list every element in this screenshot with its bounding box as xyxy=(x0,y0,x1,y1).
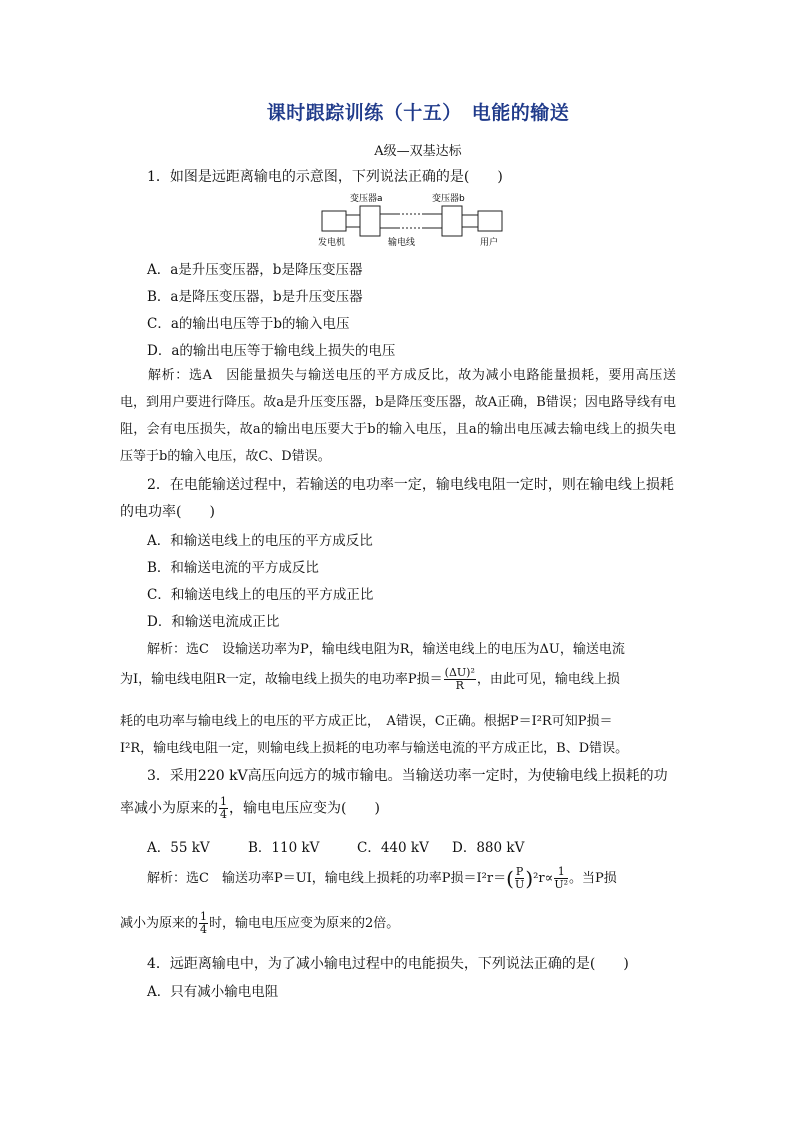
label-transformer-b: 变压器b xyxy=(432,194,465,204)
q1-analysis: 解析：选A 因能量损失与输送电压的平方成反比，故为减小电路能量损耗，要用高压送电，到用户要进行降压。故a是升压变压器，b是降压变压器，故A正确，B错误；因电路导线有电阻，会有电压损失，故a的输出电压要大于b的输入电压，且a的输出电压减去输电线上的损失电压等于b的输入电压，故C、D错误。 xyxy=(120,368,676,464)
page-title: 课时跟踪训练（十五） 电能的输送 xyxy=(266,102,570,124)
generator-box xyxy=(322,211,346,231)
fraction-power-loss: $\frac{\text{(ΔU)²}}{R}$ xyxy=(444,666,475,692)
q1-option-d: D．a的输出电压等于输电线上损失的电压 xyxy=(147,343,396,359)
q2-option-b: B．和输送电流的平方成反比 xyxy=(147,560,319,576)
label-user: 用户 xyxy=(480,238,499,248)
q1-option-c: C．a的输出电压等于b的输入电压 xyxy=(147,316,350,332)
question-1-stem: 1．如图是远距离输电的示意图，下列说法正确的是( ) xyxy=(147,169,503,185)
q3-option-a: A．55 kV xyxy=(147,840,210,856)
transformer-a-box xyxy=(360,206,380,236)
label-line: 输电线 xyxy=(388,238,416,248)
label-transformer-a: 变压器a xyxy=(350,194,383,204)
question-2-stem-line2: 的电功率( ) xyxy=(120,504,215,520)
question-3-stem-line2: 率减小为原来的 $\frac{1}{4}$ ，输电电压应变为( ) xyxy=(120,795,380,821)
label-generator: 发电机 xyxy=(318,238,346,248)
transformer-b-box xyxy=(442,206,462,236)
q2-analysis-line1: 解析：选C 设输送功率为P，输电线电阻为R，输送电线上的电压为ΔU，输送电流 xyxy=(147,642,625,657)
q3-option-d: D．880 kV xyxy=(452,840,525,856)
q3-option-b: B．110 kV xyxy=(248,840,320,856)
question-4-stem: 4．远距离输电中，为了减小输电过程中的电能损失，下列说法正确的是( ) xyxy=(147,956,629,972)
q2-option-a: A．和输送电线上的电压的平方成反比 xyxy=(147,533,373,549)
q2-analysis-line4: I²R，输电线电阻一定，则输电线上损耗的电功率与输送电流的平方成正比，B、D错误。 xyxy=(120,741,629,756)
question-2-stem-line1: 2．在电能输送过程中，若输送的电功率一定，输电线电阻一定时，则在输电线上损耗 xyxy=(147,477,674,493)
fraction-one-quarter: $\frac{1}{4}$ xyxy=(220,795,227,821)
q3-option-c: C．440 kV xyxy=(357,840,429,856)
q3-analysis-line1: 解析：选C 输送功率P＝UI，输电线上损耗的功率P损＝I²r＝( $\frac{P}{U}$ )²r∝ $\frac{1}{\text{U²}}$ 。当P损 xyxy=(147,865,617,891)
fraction-p-over-u: $\frac{P}{U}$ xyxy=(514,865,525,891)
user-box xyxy=(478,211,502,231)
q4-option-a: A．只有减小输电电阻 xyxy=(147,984,279,1000)
q2-option-d: D．和输送电流成正比 xyxy=(147,614,280,630)
q2-option-c: C．和输送电线上的电压的平方成正比 xyxy=(147,587,374,603)
fraction-one-quarter-2: $\frac{1}{4}$ xyxy=(200,910,208,936)
q1-option-b: B．a是降压变压器，b是升压变压器 xyxy=(147,289,363,305)
power-transmission-diagram xyxy=(316,190,508,248)
q1-option-a: A．a是升压变压器，b是降压变压器 xyxy=(147,262,363,278)
question-3-stem-line1: 3．采用220 kV高压向远方的城市输电。当输送功率一定时，为使输电线上损耗的功 xyxy=(147,768,668,784)
fraction-one-over-u-squared: $\frac{1}{\text{U²}}$ xyxy=(554,865,569,891)
q2-analysis-line2: 为I，输电线电阻R一定，故输电线上损失的电功率P损＝ $\frac{\text{(ΔU)²}}{R}$ ，由此可见，输电线上损 xyxy=(120,666,620,692)
section-level: A级—双基达标 xyxy=(374,144,462,159)
q3-analysis-line2: 减小为原来的 $\frac{1}{4}$ 时，输电电压应变为原来的2倍。 xyxy=(120,910,400,936)
q2-analysis-line3: 耗的电功率与输电线上的电压的平方成正比， A错误，C正确。根据P＝I²R可知P损＝ xyxy=(120,714,613,729)
